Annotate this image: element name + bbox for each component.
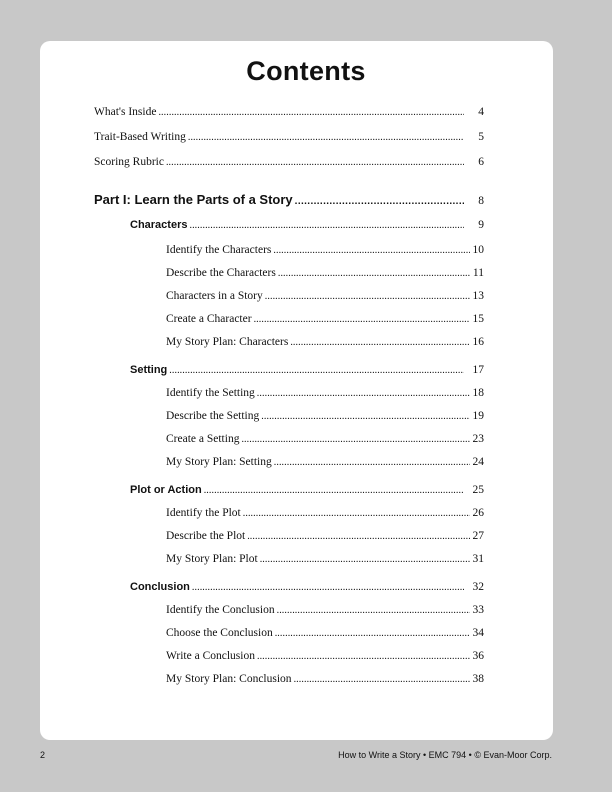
toc-leader-dots — [295, 191, 464, 209]
toc-entry — [166, 504, 484, 522]
toc-entry-label: My Story Plan: Plot — [166, 553, 258, 565]
toc-entry-label: Choose the Conclusion — [166, 627, 273, 639]
toc-entry-label: My Story Plan: Characters — [166, 336, 289, 348]
toc-entry-label: Describe the Plot — [166, 530, 246, 542]
toc-entry — [166, 310, 484, 328]
toc-entry-label: Scoring Rubric — [94, 156, 164, 168]
toc-entry-page: 32 — [472, 581, 484, 593]
toc-leader-dots — [257, 647, 470, 665]
toc-entry-page: 10 — [472, 244, 484, 256]
toc-entry-label: Conclusion — [130, 581, 190, 593]
toc-leader-dots — [166, 153, 464, 171]
toc-entry-label: Describe the Characters — [166, 267, 276, 279]
toc-entry — [166, 670, 484, 688]
toc-entry — [94, 191, 484, 209]
toc-entry-page: 4 — [478, 106, 484, 118]
toc-leader-dots — [247, 527, 470, 545]
toc-leader-dots — [265, 287, 470, 305]
toc-entry — [130, 481, 484, 499]
toc-leader-dots — [275, 624, 470, 642]
toc-entry-label: Part I: Learn the Parts of a Story — [94, 192, 293, 207]
toc-leader-dots — [243, 504, 470, 522]
toc-entry — [166, 333, 484, 351]
toc-entry-page: 8 — [478, 195, 484, 207]
toc-entry-page: 31 — [472, 553, 484, 565]
toc-entry-page: 9 — [478, 219, 484, 231]
toc-entry-page: 34 — [472, 627, 484, 639]
toc-leader-dots — [192, 578, 464, 596]
toc-leader-dots — [257, 384, 470, 402]
toc-entry-page: 36 — [472, 650, 484, 662]
toc-entry — [94, 103, 484, 121]
toc-entry — [166, 647, 484, 665]
toc-entry-page: 18 — [472, 387, 484, 399]
toc-entry — [166, 264, 484, 282]
toc-entry — [166, 241, 484, 259]
toc-leader-dots — [274, 453, 470, 471]
toc-leader-dots — [277, 601, 470, 619]
toc-entry-page: 19 — [472, 410, 484, 422]
toc-leader-dots — [254, 310, 470, 328]
toc-entry — [166, 527, 484, 545]
toc-leader-dots — [158, 103, 464, 121]
toc-entry — [166, 430, 484, 448]
footer-credit: How to Write a Story • EMC 794 • © Evan-Moor Corp. — [338, 750, 552, 760]
toc-entry — [94, 128, 484, 146]
toc-leader-dots — [204, 481, 464, 499]
toc-entry-label: Plot or Action — [130, 484, 202, 496]
toc-entry-label: Identify the Setting — [166, 387, 255, 399]
toc-leader-dots — [260, 550, 470, 568]
toc-entry — [166, 601, 484, 619]
toc-leader-dots — [188, 128, 464, 146]
toc-entry — [130, 578, 484, 596]
toc-entry-label: Describe the Setting — [166, 410, 260, 422]
toc-entry-page: 24 — [472, 456, 484, 468]
footer-page-number: 2 — [40, 750, 46, 760]
toc-entry-label: Characters in a Story — [166, 290, 263, 302]
toc-entry — [166, 287, 484, 305]
toc-entry — [130, 361, 484, 379]
toc-entry-label: My Story Plan: Setting — [166, 456, 272, 468]
toc-entry-page: 17 — [472, 364, 484, 376]
toc-leader-dots — [273, 241, 470, 259]
toc-entry-page: 6 — [478, 156, 484, 168]
toc-leader-dots — [290, 333, 470, 351]
toc-leader-dots — [294, 670, 470, 688]
toc-entry-label: Create a Character — [166, 313, 252, 325]
toc-entry — [130, 216, 484, 234]
page-title: Contents — [246, 56, 366, 86]
toc-entry — [166, 407, 484, 425]
toc-leader-dots — [189, 216, 464, 234]
toc-entry-label: Write a Conclusion — [166, 650, 255, 662]
toc-entry-page: 5 — [478, 131, 484, 143]
toc-entry-page: 23 — [472, 433, 484, 445]
toc-entry — [166, 550, 484, 568]
toc-entry-page: 38 — [472, 673, 484, 685]
toc-entry-page: 11 — [472, 267, 484, 279]
toc-leader-dots — [241, 430, 470, 448]
toc-entry-label: Characters — [130, 219, 188, 231]
toc-entry-label: Trait-Based Writing — [94, 131, 186, 143]
toc-entry-page: 26 — [472, 507, 484, 519]
toc-entry-label: What's Inside — [94, 106, 157, 118]
toc-entry — [166, 624, 484, 642]
toc-entry-label: Setting — [130, 364, 168, 376]
toc-entry-page: 25 — [472, 484, 484, 496]
toc-entry-label: Create a Setting — [166, 433, 240, 445]
toc-leader-dots — [278, 264, 470, 282]
toc-entry — [166, 384, 484, 402]
toc-leader-dots — [169, 361, 464, 379]
toc-entry — [166, 453, 484, 471]
toc-entry-label: Identify the Conclusion — [166, 604, 275, 616]
toc-entry-label: My Story Plan: Conclusion — [166, 673, 292, 685]
toc-entry-label: Identify the Plot — [166, 507, 241, 519]
toc-entry-page: 13 — [472, 290, 484, 302]
toc-entry-page: 16 — [472, 336, 484, 348]
toc-leader-dots — [261, 407, 470, 425]
toc-entry-page: 33 — [472, 604, 484, 616]
toc-entry — [94, 153, 484, 171]
toc-entry-page: 27 — [472, 530, 484, 542]
toc-entry-label: Identify the Characters — [166, 244, 272, 256]
toc-entry-page: 15 — [472, 313, 484, 325]
